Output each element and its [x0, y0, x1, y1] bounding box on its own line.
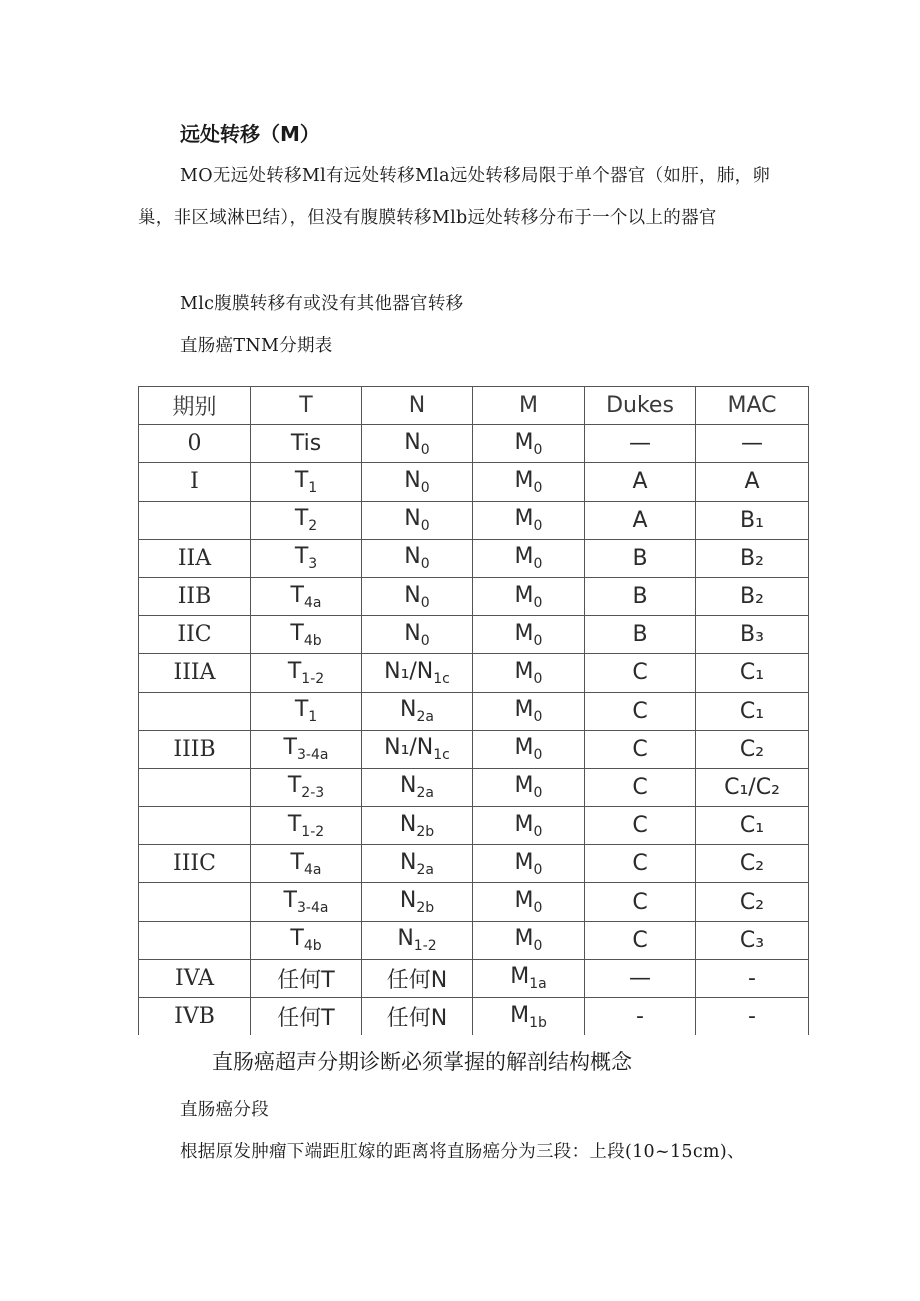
- mac-cell: A: [696, 463, 809, 501]
- dukes-cell: C: [585, 845, 696, 883]
- rectal-segments-paragraph: 根据原发肿瘤下端距肛嫁的距离将直肠癌分为三段：上段(10~15cm)、: [180, 1142, 745, 1162]
- table-row: [139, 730, 809, 768]
- m-cell: $M_0$: [473, 730, 585, 768]
- table-body: [139, 425, 809, 1036]
- t-cell: $T_{3-4a}$: [251, 883, 362, 921]
- n-cell: $N_0$: [362, 577, 473, 615]
- mac-cell: C₁/C₂: [696, 768, 809, 806]
- t-cell: $T_1$: [251, 463, 362, 501]
- n-cell: 任何N: [362, 959, 473, 997]
- t-cell: $T_{4b}$: [251, 616, 362, 654]
- table-row: [139, 883, 809, 921]
- mac-cell: -: [696, 998, 809, 1036]
- n-cell: $N_{2a}$: [362, 845, 473, 883]
- table-row: [139, 539, 809, 577]
- ultrasound-section-title: 直肠癌超声分期诊断必须掌握的解剖结构概念: [212, 1050, 632, 1074]
- m-cell: $M_{1a}$: [473, 959, 585, 997]
- t-cell: $T_{4a}$: [251, 577, 362, 615]
- m-cell: $M_0$: [473, 692, 585, 730]
- tnm-staging-table: [138, 386, 809, 1035]
- m-cell: $M_0$: [473, 845, 585, 883]
- n-cell: $N_0$: [362, 616, 473, 654]
- dukes-cell: C: [585, 654, 696, 692]
- mac-cell: B₂: [696, 577, 809, 615]
- dukes-cell: —: [585, 959, 696, 997]
- t-cell: $T_1$: [251, 692, 362, 730]
- table-row: [139, 501, 809, 539]
- dukes-cell: C: [585, 730, 696, 768]
- stage-cell: [139, 501, 251, 539]
- n-cell: $N_0$: [362, 463, 473, 501]
- table-row: [139, 577, 809, 615]
- mac-cell: C₂: [696, 845, 809, 883]
- mac-cell: C₂: [696, 730, 809, 768]
- table-row: [139, 921, 809, 959]
- mac-cell: B₁: [696, 501, 809, 539]
- stage-cell: IIIA: [139, 654, 251, 692]
- t-cell: 任何T: [251, 998, 362, 1036]
- t-cell: $T_{4a}$: [251, 845, 362, 883]
- m-cell: $M_0$: [473, 807, 585, 845]
- m-cell: $M_0$: [473, 501, 585, 539]
- mac-cell: B₂: [696, 539, 809, 577]
- m-cell: $M_0$: [473, 921, 585, 959]
- mac-cell: C₃: [696, 921, 809, 959]
- dukes-cell: C: [585, 921, 696, 959]
- n-cell: $N_0$: [362, 539, 473, 577]
- n-cell: $N_1/N_{1c}$: [362, 654, 473, 692]
- table-row: [139, 845, 809, 883]
- stage-cell: IIIC: [139, 845, 251, 883]
- t-cell: $T_2$: [251, 501, 362, 539]
- m-cell: $M_{1b}$: [473, 998, 585, 1036]
- mac-cell: —: [696, 425, 809, 463]
- stage-cell: IVB: [139, 998, 251, 1036]
- m-cell: $M_0$: [473, 425, 585, 463]
- stage-cell: 0: [139, 425, 251, 463]
- mac-cell: C₁: [696, 654, 809, 692]
- dukes-cell: -: [585, 998, 696, 1036]
- table-row: [139, 654, 809, 692]
- table-row: [139, 425, 809, 463]
- m-cell: $M_0$: [473, 883, 585, 921]
- table-row: [139, 616, 809, 654]
- table-row: [139, 463, 809, 501]
- n-cell: $N_1/N_{1c}$: [362, 730, 473, 768]
- stage-cell: [139, 768, 251, 806]
- dukes-cell: B: [585, 539, 696, 577]
- t-cell: $T_{1-2}$: [251, 807, 362, 845]
- stage-cell: [139, 692, 251, 730]
- dukes-cell: C: [585, 883, 696, 921]
- mac-cell: B₃: [696, 616, 809, 654]
- m-cell: $M_0$: [473, 463, 585, 501]
- stage-cell: [139, 883, 251, 921]
- n-cell: $N_{1-2}$: [362, 921, 473, 959]
- dukes-cell: C: [585, 807, 696, 845]
- dukes-cell: A: [585, 501, 696, 539]
- table-row: [139, 998, 809, 1036]
- stage-cell: [139, 807, 251, 845]
- column-header: Dukes: [585, 387, 696, 425]
- column-header: T: [251, 387, 362, 425]
- n-cell: $N_{2a}$: [362, 768, 473, 806]
- m1c-description: Mlc腹膜转移有或没有其他器官转移: [180, 294, 464, 314]
- dukes-cell: C: [585, 692, 696, 730]
- t-cell: $T_{1-2}$: [251, 654, 362, 692]
- column-header: N: [362, 387, 473, 425]
- section-heading-distant-metastasis: 远处转移（M）: [180, 122, 320, 146]
- n-cell: $N_{2a}$: [362, 692, 473, 730]
- n-cell: $N_0$: [362, 425, 473, 463]
- table-header-row: [139, 387, 809, 425]
- table-row: [139, 807, 809, 845]
- column-header: M: [473, 387, 585, 425]
- table-row: [139, 692, 809, 730]
- m-cell: $M_0$: [473, 654, 585, 692]
- column-header: MAC: [696, 387, 809, 425]
- n-cell: $N_0$: [362, 501, 473, 539]
- m-cell: $M_0$: [473, 616, 585, 654]
- dukes-cell: —: [585, 425, 696, 463]
- dukes-cell: C: [585, 768, 696, 806]
- table-row: [139, 768, 809, 806]
- rectal-segments-subheading: 直肠癌分段: [180, 1100, 269, 1120]
- t-cell: $T_3$: [251, 539, 362, 577]
- dukes-cell: B: [585, 616, 696, 654]
- stage-cell: IIA: [139, 539, 251, 577]
- n-cell: 任何N: [362, 998, 473, 1036]
- t-cell: 任何T: [251, 959, 362, 997]
- t-cell: $T_{2-3}$: [251, 768, 362, 806]
- t-cell: Tis: [251, 425, 362, 463]
- mac-cell: C₁: [696, 692, 809, 730]
- stage-cell: IIC: [139, 616, 251, 654]
- stage-cell: IVA: [139, 959, 251, 997]
- t-cell: $T_{3-4a}$: [251, 730, 362, 768]
- mac-cell: -: [696, 959, 809, 997]
- dukes-cell: B: [585, 577, 696, 615]
- mac-cell: C₂: [696, 883, 809, 921]
- n-cell: $N_{2b}$: [362, 807, 473, 845]
- t-cell: $T_{4b}$: [251, 921, 362, 959]
- mac-cell: C₁: [696, 807, 809, 845]
- m-stage-description: MO无远处转移Ml有远处转移Mla远处转移局限于单个器官（如肝，肺，卵巢，非区域淋巴结），但没有腹膜转移Mlb远处转移分布于一个以上的器官: [138, 166, 771, 228]
- m-cell: $M_0$: [473, 768, 585, 806]
- stage-cell: I: [139, 463, 251, 501]
- m-cell: $M_0$: [473, 539, 585, 577]
- m-cell: $M_0$: [473, 577, 585, 615]
- stage-cell: IIB: [139, 577, 251, 615]
- dukes-cell: A: [585, 463, 696, 501]
- n-cell: $N_{2b}$: [362, 883, 473, 921]
- stage-cell: [139, 921, 251, 959]
- table-caption: 直肠癌TNM分期表: [180, 336, 333, 356]
- stage-cell: IIIB: [139, 730, 251, 768]
- column-header: 期别: [139, 387, 251, 425]
- table-row: [139, 959, 809, 997]
